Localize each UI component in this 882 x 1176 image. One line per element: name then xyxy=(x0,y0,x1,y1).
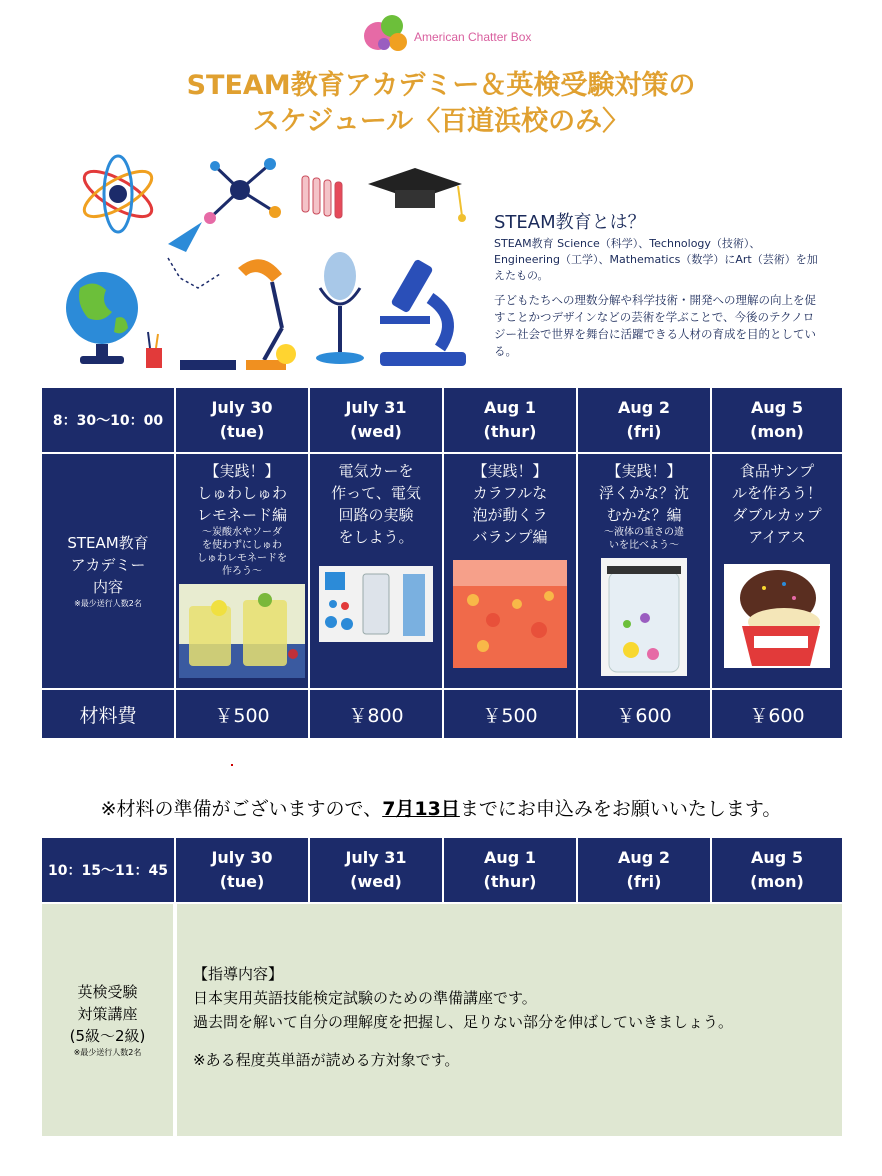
details-line: 過去問を解いて自分の理解度を把握し、足りない部分を伸ばしていきましょう。 xyxy=(193,1013,734,1031)
day-header: July 30 (tue) xyxy=(175,387,309,453)
steam-illustration xyxy=(50,148,480,380)
content-cell: 食品サンプ ルを作ろう！ ダブルカップ アイアス xyxy=(711,453,843,689)
time-slot: 10：15～11：45 xyxy=(41,837,175,903)
details-note: ※ある程度英単語が読める方対象です。 xyxy=(193,1051,460,1069)
day-header: Aug 5 (mon) xyxy=(711,837,843,903)
steam-schedule-table xyxy=(40,386,844,740)
row-label-steam: STEAM教育 アカデミー 内容 ※最少送行人数2名 xyxy=(41,453,175,689)
time-slot: 8：30～10：00 xyxy=(41,387,175,453)
details-line: 日本実用英語技能検定試験のための準備講座です。 xyxy=(193,989,537,1007)
electric-car-kit-photo xyxy=(319,566,433,642)
floating-jar-photo xyxy=(601,558,687,676)
fee-cell: ￥500 xyxy=(175,689,309,739)
eiken-course-details xyxy=(175,903,843,1137)
content-cell: 【実践！】 しゅわしゅわ レモネード編 ～炭酸水やソーダ を使わずにしゅわ しゅわレモネードを 作ろう～ xyxy=(175,453,309,689)
title-line-1: STEAM教育アカデミー＆英検受験対策の xyxy=(186,70,696,101)
day-header: July 31 (wed) xyxy=(309,387,443,453)
content-cell: 【実践！】 浮くかな？沈 むかな？編 ～液体の重さの違 いを比べよう～ xyxy=(577,453,711,689)
day-header: July 31 (wed) xyxy=(309,837,443,903)
content-cell: 電気カーを 作って、電気 回路の実験 をしよう。 xyxy=(309,453,443,689)
red-dot xyxy=(231,764,233,766)
page-title xyxy=(0,68,882,140)
molecule-icon xyxy=(204,158,281,224)
brand-name: American Chatter Box xyxy=(414,30,532,44)
day-header: Aug 2 (fri) xyxy=(577,387,711,453)
microphone-icon xyxy=(316,252,364,364)
steam-definition: STEAM教育 Science（科学）、Technology（技術）、Engineering（工学）、Mathematics（数学）にArt（芸術）を加えたもの。 xyxy=(494,237,818,282)
content-cell: 【実践！】 カラフルな 泡が動くラ バランプ編 xyxy=(443,453,577,689)
steam-heading: STEAM教育とは？ xyxy=(494,212,646,233)
fee-cell: ￥800 xyxy=(309,689,443,739)
globe-icon xyxy=(66,272,138,364)
graduation-cap-icon xyxy=(368,168,466,222)
day-header: July 30 (tue) xyxy=(175,837,309,903)
application-deadline-notice: ※材料の準備がございますので、7月13日までにお申込みをお願いいたします。 xyxy=(100,798,782,820)
logo-mark-icon xyxy=(362,12,412,54)
pencil-cup-icon xyxy=(146,332,236,370)
paper-plane-icon xyxy=(168,222,220,288)
fee-cell: ￥600 xyxy=(711,689,843,739)
fee-label: 材料費 xyxy=(41,689,175,739)
atom-icon xyxy=(78,156,158,232)
deadline-date: 7月13日 xyxy=(382,798,460,820)
lava-lamp-photo xyxy=(453,560,567,668)
desk-lamp-icon xyxy=(238,259,296,370)
steam-description: 子どもたちへの理数分解や科学技術・開発への理解の向上を促すことかつデザインなどの芸術を学ぶことで、今後のテクノロジー社会で世界を舞台に活躍できる人材の育成を目的としている。 xyxy=(494,293,816,358)
day-header: Aug 5 (mon) xyxy=(711,387,843,453)
lemonade-photo xyxy=(179,584,305,678)
details-heading: 【指導内容】 xyxy=(193,965,284,983)
test-tubes-icon xyxy=(302,176,342,218)
brand-logo xyxy=(360,8,540,54)
row-label-eiken: 英検受験 対策講座 (5級～2級) ※最少送行人数2名 xyxy=(41,903,175,1137)
fee-cell: ￥600 xyxy=(577,689,711,739)
eiken-schedule-table xyxy=(40,836,844,1138)
day-header: Aug 2 (fri) xyxy=(577,837,711,903)
ice-cream-cup-photo xyxy=(724,564,830,668)
day-header: Aug 1 (thur) xyxy=(443,387,577,453)
microscope-icon xyxy=(380,258,466,366)
title-line-2: スケジュール〈百道浜校のみ〉 xyxy=(252,106,630,137)
day-header: Aug 1 (thur) xyxy=(443,837,577,903)
fee-cell: ￥500 xyxy=(443,689,577,739)
